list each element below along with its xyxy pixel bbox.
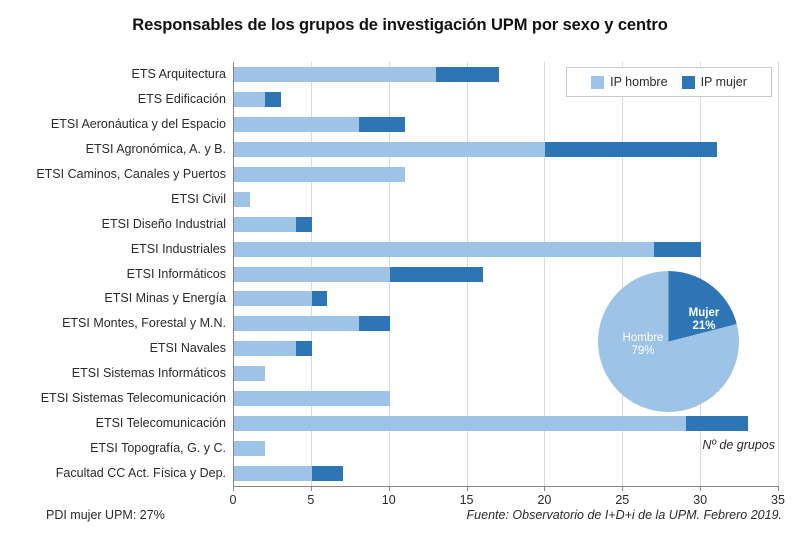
pie-label-mujer-name: Mujer <box>688 307 720 319</box>
legend-swatch-icon-male <box>591 76 604 89</box>
pie-chart <box>598 271 739 412</box>
bar-segment-ip-mujer <box>296 341 312 356</box>
gridline <box>778 62 779 486</box>
y-axis-category-label: ETSI Agronómica, A. y B. <box>85 141 226 156</box>
bar-segment-ip-hombre <box>234 291 312 306</box>
y-axis-category-label: ETSI Informáticos <box>126 266 226 281</box>
legend-label-male: IP hombre <box>610 75 668 89</box>
footer-note-left: PDI mujer UPM: 27% <box>46 508 165 522</box>
bar-segment-ip-hombre <box>234 117 359 132</box>
bar-row <box>55 466 778 481</box>
bar-segment-ip-hombre <box>234 416 686 431</box>
chart-title: Responsables de los grupos de investigación UPM por sexo y centro <box>132 16 668 34</box>
x-axis-tick <box>389 486 390 491</box>
x-axis-line <box>233 486 778 487</box>
bar-segment-ip-hombre <box>234 92 265 107</box>
y-axis-category-label: ETSI Diseño Industrial <box>101 216 226 231</box>
y-axis-category-label: ETSI Sistemas Telecomunicación <box>40 391 226 406</box>
bar-segment-ip-mujer <box>390 267 483 282</box>
chart-legend <box>566 67 772 97</box>
x-axis-tick-label: 5 <box>307 493 315 507</box>
bar-segment-ip-hombre <box>234 242 654 257</box>
x-axis-tick <box>778 486 779 491</box>
x-axis-tick-label: 15 <box>459 493 474 507</box>
bar-segment-ip-hombre <box>234 341 296 356</box>
bar-row <box>95 416 778 431</box>
bar-row <box>101 216 778 232</box>
legend-item-ip-hombre <box>591 75 667 89</box>
bar-segment-ip-hombre <box>234 267 390 282</box>
bar-segment-ip-mujer <box>436 67 498 82</box>
bar-segment-ip-mujer <box>265 92 281 107</box>
bar-row <box>36 166 778 182</box>
bar-segment-ip-hombre <box>234 466 312 481</box>
x-axis-tick-label: 35 <box>771 493 785 507</box>
legend-swatch-icon-female <box>682 76 695 89</box>
y-axis-category-label: ETSI Civil <box>171 191 226 206</box>
bar-row <box>171 191 778 207</box>
x-axis-tick-label: 0 <box>229 493 237 507</box>
pie-label-hombre-value: 79% <box>631 345 655 358</box>
bar-segment-ip-mujer <box>686 416 748 431</box>
y-axis-category-label: ETSI Caminos, Canales y Puertos <box>36 166 226 181</box>
bar-segment-ip-mujer <box>312 466 343 481</box>
pie-label-hombre-name: Hombre <box>622 332 664 344</box>
bar-segment-ip-hombre <box>234 142 545 157</box>
x-axis-tick <box>544 486 545 491</box>
bar-segment-ip-hombre <box>234 366 265 381</box>
bar-segment-ip-mujer <box>545 142 716 157</box>
bar-segment-ip-hombre <box>234 192 250 207</box>
x-axis-tick <box>311 486 312 491</box>
bar-segment-ip-hombre <box>234 441 265 456</box>
legend-label-female: IP mujer <box>700 75 747 89</box>
bar-segment-ip-hombre <box>234 391 390 406</box>
bar-segment-ip-mujer <box>654 242 701 257</box>
bar-row <box>85 141 778 157</box>
x-axis-tick-label: 25 <box>615 493 630 507</box>
x-axis-tick <box>700 486 701 491</box>
x-axis-tick-label: 20 <box>537 493 552 507</box>
legend-item-ip-mujer <box>682 75 747 89</box>
y-axis-category-label: ETS Arquitectura <box>131 66 226 81</box>
pie-label-mujer <box>680 307 728 333</box>
bar-segment-ip-hombre <box>234 167 405 182</box>
pie-label-mujer-value: 21% <box>692 320 716 333</box>
bar-segment-ip-mujer <box>359 117 406 132</box>
bar-row <box>130 241 778 257</box>
pie-label-hombre <box>612 332 674 358</box>
bar-segment-ip-mujer <box>312 291 328 306</box>
x-axis-tick-label: 30 <box>693 493 708 507</box>
y-axis-category-label: ETSI Navales <box>149 341 226 356</box>
y-axis-category-label: ETSI Industriales <box>130 241 226 256</box>
y-axis-category-label: ETSI Minas y Energía <box>104 291 226 306</box>
bar-segment-ip-hombre <box>234 316 359 331</box>
x-axis-tick <box>467 486 468 491</box>
bar-segment-ip-hombre <box>234 217 296 232</box>
y-axis-category-label: ETSI Sistemas Informáticos <box>71 366 226 381</box>
y-axis-category-label: Facultad CC Act. Física y Dep. <box>55 466 226 481</box>
x-axis-tick-label: 10 <box>381 493 396 507</box>
bar-segment-ip-hombre <box>234 67 436 82</box>
bar-segment-ip-mujer <box>296 217 312 232</box>
x-axis-label: Nº de grupos <box>702 438 775 452</box>
bar-row <box>50 116 778 132</box>
x-axis-tick <box>622 486 623 491</box>
y-axis-category-label: ETSI Aeronáutica y del Espacio <box>50 116 226 131</box>
bar-segment-ip-mujer <box>359 316 390 331</box>
footer-source: Fuente: Observatorio de I+D+i de la UPM. Febrero 2019. <box>466 508 782 522</box>
y-axis-category-label: ETSI Montes, Forestal y M.N. <box>62 316 226 331</box>
y-axis-category-label: ETSI Topografía, G. y C. <box>90 441 226 456</box>
y-axis-category-label: ETSI Telecomunicación <box>95 416 226 431</box>
x-axis-tick <box>233 486 234 491</box>
y-axis-category-label: ETS Edificación <box>137 91 226 106</box>
